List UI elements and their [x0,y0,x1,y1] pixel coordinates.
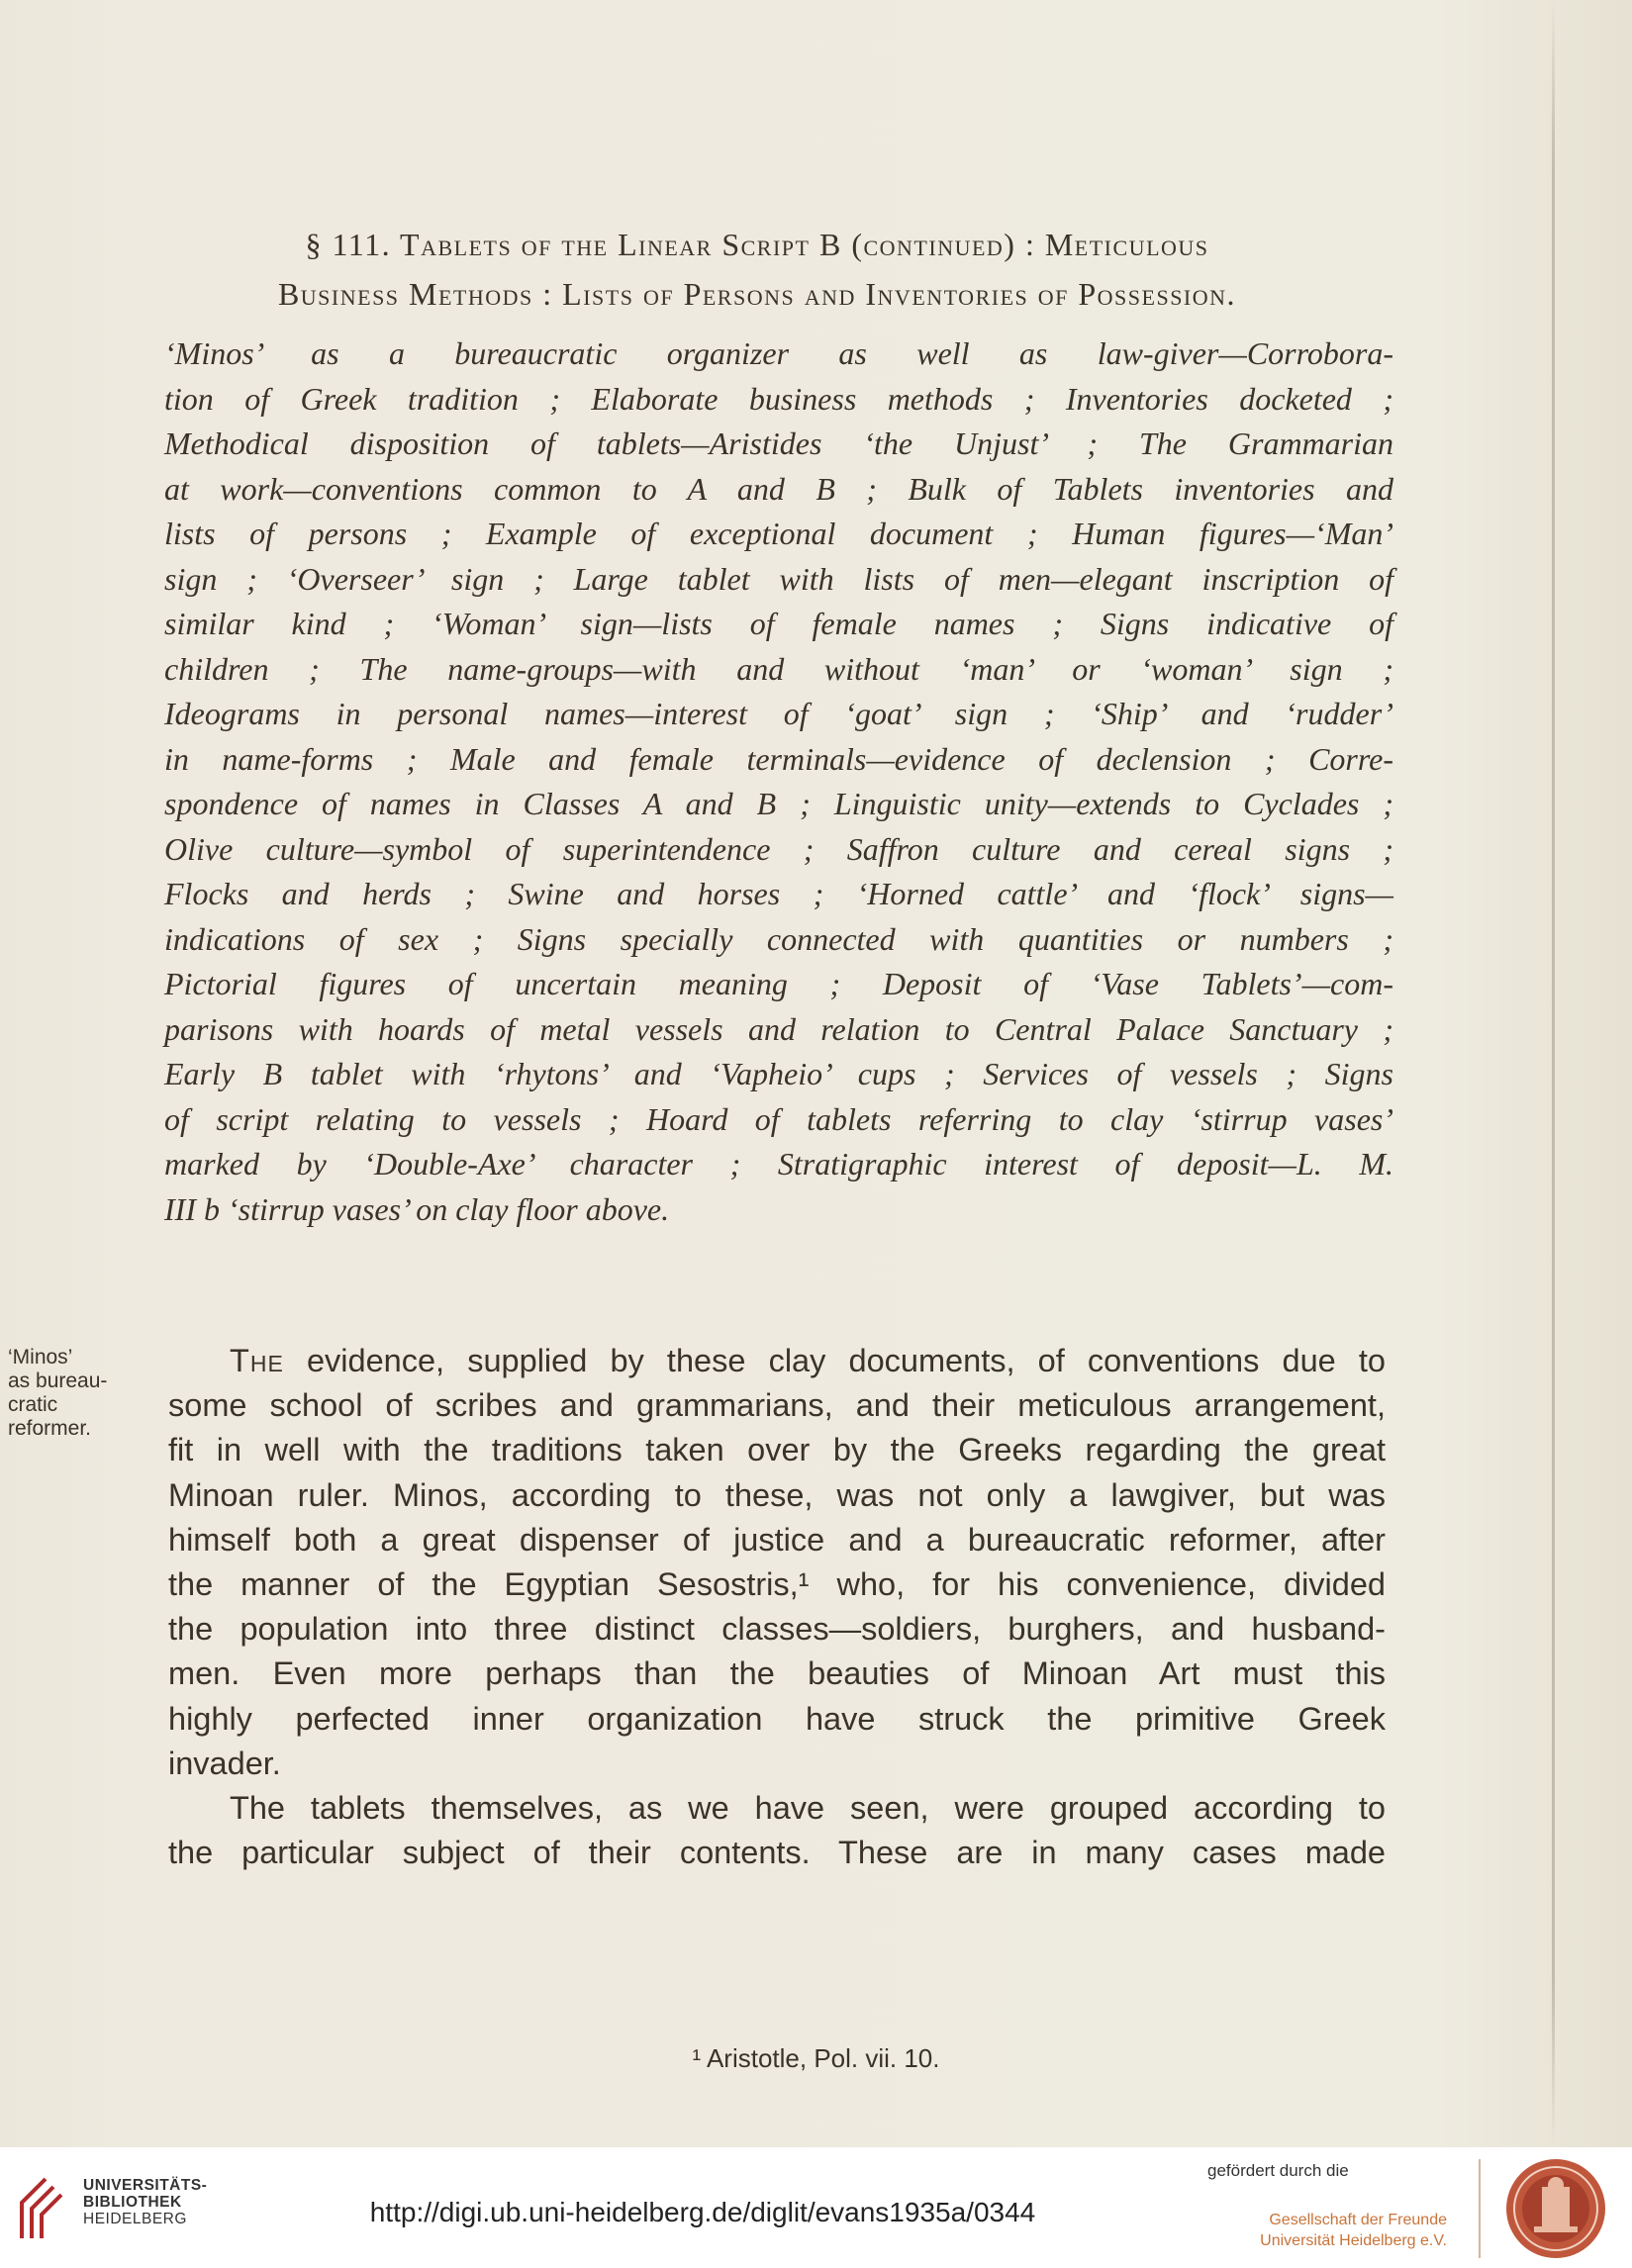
friends-line: Gesellschaft der Freunde [1269,2212,1447,2228]
library-name-line: UNIVERSITÄTS- [83,2177,208,2194]
library-name-line: HEIDELBERG [83,2211,187,2227]
summary-line: Methodical disposition of tablets—Aristides ‘the Unjust’ ; The Grammarian [164,425,1393,461]
library-name-line: BIBLIOTHEK [83,2194,182,2211]
margin-note-line: ‘Minos’ [8,1346,73,1369]
paragraph-line [168,1339,1386,1383]
paragraph-line: invader. [168,1745,281,1781]
paragraph-line: The tablets themselves, as we have seen, were grouped according to [230,1790,1386,1827]
summary-line: tion of Greek tradition ; Elaborate business methods ; Inventories docketed ; [164,380,1393,417]
summary-line: children ; The name-groups—with and without ‘man’ or ‘woman’ sign ; [164,650,1393,687]
heading-line: Business Methods : Lists of Persons and Inventories of Possession. [277,276,1237,312]
summary-line: Ideograms in personal names—interest of ‘goat’ sign ; ‘Ship’ and ‘rudder’ [164,696,1393,731]
paragraph-line: some school of scribes and grammarians, and their meticulous arrangement, [168,1387,1386,1424]
footer-divider [1479,2159,1481,2258]
paragraph-line: Minoan ruler. Minos, according to these, was not only a lawgiver, but was [168,1476,1386,1513]
summary-line: sign ; ‘Overseer’ sign ; Large tablet with lists of men—elegant inscription of [164,560,1393,597]
summary-line: at work—conventions common to A and B ; Bulk of Tablets inventories and [164,470,1393,507]
summary-line: III b ‘stirrup vases’ on clay floor above. [164,1190,670,1227]
university-seal-icon [1504,2157,1607,2260]
paragraph-line: men. Even more perhaps than the beauties of Minoan Art must this [168,1655,1386,1692]
body-text [168,1339,1386,1875]
summary-line: indications of sex ; Signs specially connected with quantities or numbers ; [164,920,1393,957]
paragraph-line: highly perfected inner organization have struck the primitive Greek [168,1700,1386,1737]
section-heading [163,220,1351,319]
paragraph-line-text: evidence, supplied by these clay documents, of conventions due to [283,1343,1386,1378]
summary-line: lists of persons ; Example of exceptional document ; Human figures—‘Man’ [164,516,1393,551]
section-summary [164,331,1393,1232]
paragraph-line: himself both a great dispenser of justice and a bureaucratic reformer, after [168,1521,1386,1558]
paragraph-line: the manner of the Egyptian Sesostris,¹ who, for his convenience, divided [168,1566,1386,1603]
permalink-url[interactable]: http://digi.ub.uni-heidelberg.de/diglit/evans1935a/0344 [369,2197,1036,2227]
lead-word: The [230,1343,284,1378]
margin-note-line: as bureau- [8,1370,108,1392]
summary-line: in name-forms ; Male and female terminals—evidence of declension ; Corre- [164,740,1393,777]
paragraph-line: the population into three distinct classes—soldiers, burghers, and husband- [168,1611,1386,1648]
marginal-note [8,1346,146,1441]
heading-line: § 111. Tablets of the Linear Script B (continued) : Meticulous [305,227,1209,262]
digitization-footer [0,2147,1632,2268]
summary-line: Pictorial figures of uncertain meaning ; Deposit of ‘Vase Tablets’—com- [164,966,1393,1001]
summary-line: of script relating to vessels ; Hoard of tablets referring to clay ‘stirrup vases’ [164,1100,1393,1137]
margin-note-line: cratic [8,1393,58,1416]
friends-line: Universität Heidelberg e.V. [1260,2232,1447,2249]
page-edge-shadow [1552,0,1555,2147]
summary-line: ‘Minos’ as a bureaucratic organizer as well as law-giver—Corrobora- [164,335,1393,371]
paragraph-line: the particular subject of their contents. These are in many cases made [168,1835,1386,1871]
summary-line: marked by ‘Double-Axe’ character ; Stratigraphic interest of deposit—L. M. [164,1146,1393,1181]
funded-by-label: gefördert durch die [1207,2161,1349,2180]
summary-line: similar kind ; ‘Woman’ sign—lists of female names ; Signs indicative of [164,606,1393,641]
footnote: ¹ Aristotle, Pol. vii. 10. [692,2043,940,2073]
summary-line: spondence of names in Classes A and B ; Linguistic unity—extends to Cyclades ; [164,786,1393,821]
summary-line: Olive culture—symbol of superintendence ; Saffron culture and cereal signs ; [164,830,1393,867]
friends-society-name [1249,2210,1447,2251]
summary-line: Early B tablet with ‘rhytons’ and ‘Vapheio’ cups ; Services of vessels ; Signs [164,1056,1393,1091]
summary-line: parisons with hoards of metal vessels and relation to Central Palace Sanctuary ; [164,1010,1393,1047]
summary-line: Flocks and herds ; Swine and horses ; ‘Horned cattle’ and ‘flock’ signs— [164,876,1393,911]
paragraph-line: fit in well with the traditions taken over by the Greeks regarding the great [168,1432,1386,1468]
margin-note-line: reformer. [8,1417,92,1440]
